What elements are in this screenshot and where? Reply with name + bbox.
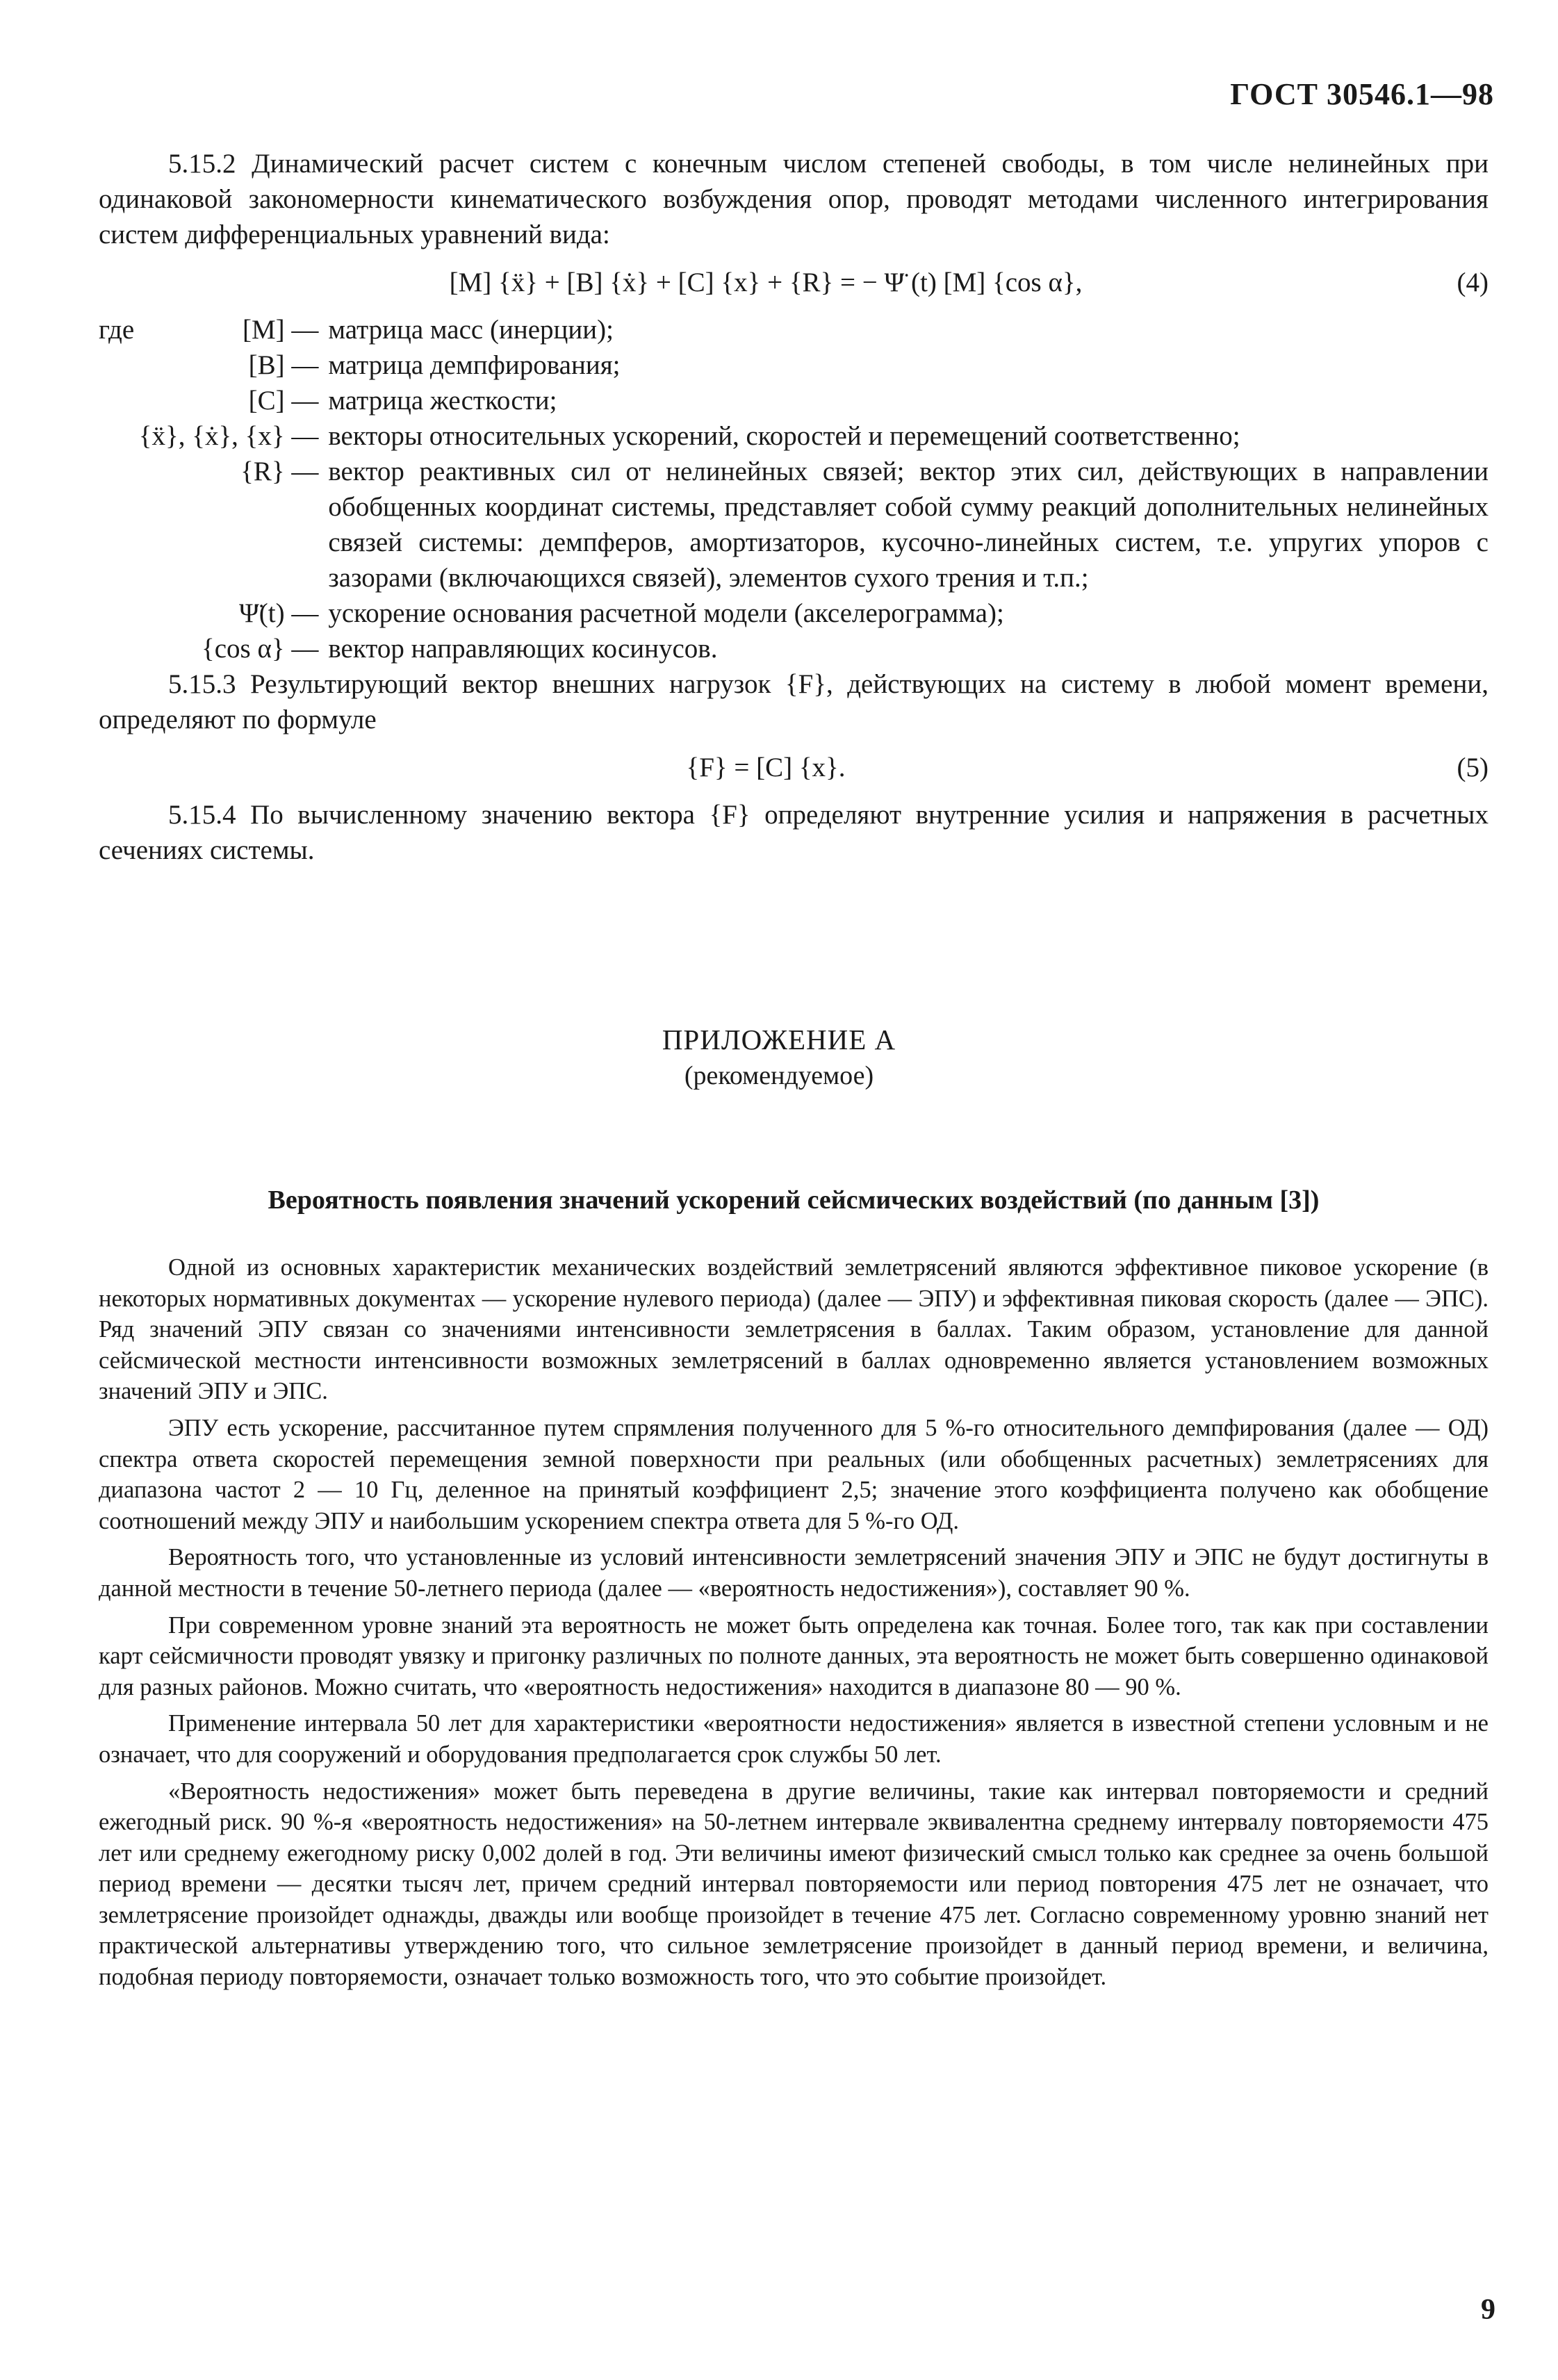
equation-4-number: (4) bbox=[1457, 268, 1489, 297]
standard-code: ГОСТ 30546.1—98 bbox=[1230, 77, 1494, 111]
definition-symbol: [M] — bbox=[242, 315, 319, 345]
definition-description: вектор реактивных сил от нелинейных связей; вектор этих сил, действующих в направлении обобщенных координат системы, представляет собой сумму реакций дополнительных нелинейных связей системы: демпферов, амортизаторов, кусочно-линейных систем, т.е. упругих упоров с зазорами (включающихся связей), элементов сухого трения и т.п.; bbox=[328, 457, 1489, 593]
appendix-body bbox=[99, 1252, 1489, 1999]
section-5-15 bbox=[99, 146, 1489, 868]
appendix-paragraph: Применение интервала 50 лет для характеристики «вероятности недостижения» является в известной степени условным и не означает, что для сооружений и оборудования предполагается срок службы 50 лет. bbox=[99, 1710, 1489, 1768]
definition-row bbox=[99, 631, 1489, 666]
definition-row bbox=[99, 418, 1489, 454]
equation-4 bbox=[99, 265, 1489, 302]
appendix-paragraph: Вероятность того, что установленные из условий интенсивности землетрясений значения ЭПУ и ЭПС не будут достигнуты в данной местности в течение 50-летнего периода (далее — «вероятность недостижения»), составляет 90 %. bbox=[99, 1544, 1489, 1602]
definition-description: ускорение основания расчетной модели (акселерограмма); bbox=[328, 598, 1004, 628]
paragraph-5-15-2: 5.15.2 Динамический расчет систем с конечным числом степеней свободы, в том числе нелинейных при одинаковой закономерности кинематического возбуждения опор, проводят методами численного интегрирования систем дифференциальных уравнений вида: bbox=[99, 149, 1489, 249]
definition-row bbox=[99, 596, 1489, 631]
definition-description: вектор направляющих косинусов. bbox=[328, 634, 718, 664]
where-label: где bbox=[99, 315, 135, 345]
definition-description: матрица жесткости; bbox=[328, 386, 557, 416]
definition-row bbox=[99, 454, 1489, 596]
appendix-header bbox=[0, 1021, 1558, 1094]
definition-symbol: {ẍ}, {ẋ}, {x} — bbox=[138, 421, 319, 451]
paragraph-5-15-4: 5.15.4 По вычисленному значению вектора {F} определяют внутренние усилия и напряжения в расчетных сечениях системы. bbox=[99, 800, 1489, 865]
definition-description: векторы относительных ускорений, скоростей и перемещений соответственно; bbox=[328, 421, 1240, 451]
equation-5-number: (5) bbox=[1457, 753, 1489, 782]
appendix-title: ПРИЛОЖЕНИЕ А bbox=[662, 1024, 896, 1056]
appendix-paragraph: ЭПУ есть ускорение, рассчитанное путем спрямления полученного для 5 %-го относительного демпфирования (далее — ОД) спектра ответа скоростей перемещения земной поверхности при реальных (или обобщенных расчетных) землетрясениях для диапазона частот 2 — 10 Гц, деленное на принятый коэффициент 2,5; значение этого коэффициента получено как обобщение соотношений между ЭПУ и наибольшим ускорением спектра ответа для 5 %-го ОД. bbox=[99, 1414, 1489, 1534]
page-number: 9 bbox=[1481, 2294, 1495, 2326]
appendix-heading: Вероятность появления значений ускорений сейсмических воздействий (по данным [3]) bbox=[268, 1185, 1320, 1215]
definition-symbol: [C] — bbox=[248, 386, 319, 416]
definition-row bbox=[99, 347, 1489, 383]
definition-description: матрица масс (инерции); bbox=[328, 315, 614, 345]
definition-symbol: {R} — bbox=[240, 457, 319, 486]
definition-description: матрица демпфирования; bbox=[328, 350, 621, 380]
definition-symbol: {cos α} — bbox=[202, 634, 319, 664]
equation-5 bbox=[99, 750, 1489, 787]
definition-symbol: Ψ̈(t) — bbox=[239, 598, 319, 628]
equation-5-body: {F} = [C] {x}. bbox=[686, 753, 846, 782]
equation-4-body: [M] {ẍ} + [B] {ẋ} + [C] {x} + {R} = − Ψ̈ (t) [M] {cos α}, bbox=[449, 268, 1083, 297]
definition-row bbox=[99, 383, 1489, 418]
definitions-list bbox=[99, 312, 1489, 666]
appendix-paragraph: Одной из основных характеристик механических воздействий землетрясений являются эффективное пиковое ускорение (в некоторых нормативных документах — ускорение нулевого периода) (далее — ЭПУ) и эффективная пиковая скорость (далее — ЭПС). Ряд значений ЭПУ связан со значениями интенсивности землетрясения в баллах. Таким образом, установление для данной сейсмической местности интенсивности возможных землетрясений в баллах одновременно является установлением возможных значений ЭПУ и ЭПС. bbox=[99, 1254, 1489, 1405]
appendix-subtitle: (рекомендуемое) bbox=[684, 1061, 874, 1090]
paragraph-5-15-3: 5.15.3 Результирующий вектор внешних нагрузок {F}, действующих на систему в любой момент времени, определяют по формуле bbox=[99, 669, 1489, 734]
definition-row bbox=[99, 312, 1489, 347]
appendix-paragraph: «Вероятность недостижения» может быть переведена в другие величины, такие как интервал повторяемости и средний ежегодный риск. 90 %-я «вероятность недостижения» на 50-летнем интервале эквивалентна среднему интервалу повторяемости 475 лет или среднему ежегодному риску 0,002 долей в год. Эти величины имеют физический смысл только как среднее за очень большой период времени — десятки тысяч лет, причем средний интервал повторяемости или период повторения 475 лет не означает, что землетрясение произойдет однажды, дважды или вообще произойдет в течение 475 лет. Согласно современному уровню знаний нет практической альтернативы утверждению того, что сильное землетрясение произойдет в данный период времени, и величина, подобная периоду повторяемости, означает только возможность того, что это событие произойдет. bbox=[99, 1778, 1489, 1991]
definition-symbol: [B] — bbox=[248, 350, 319, 380]
appendix-paragraph: При современном уровне знаний эта вероятность не может быть определена как точная. Более того, так как при составлении карт сейсмичности проводят увязку и пригонку различных по полноте данных, эта вероятность не может быть совершенно одинаковой для разных районов. Можно считать, что «вероятность недостижения» находится в диапазоне 80 — 90 %. bbox=[99, 1611, 1489, 1700]
